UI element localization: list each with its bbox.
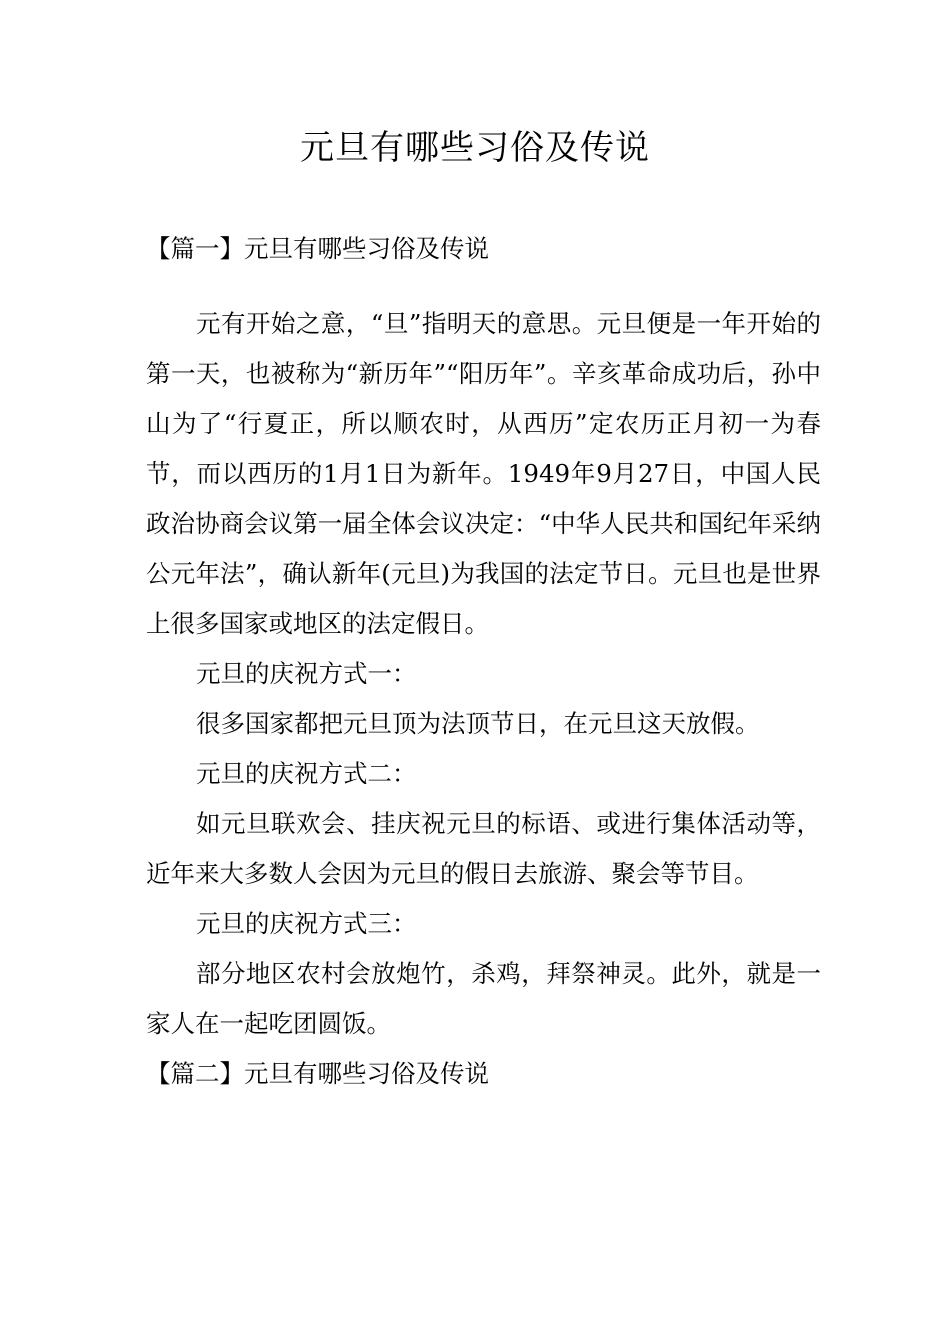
document-title: 元旦有哪些习俗及传说 xyxy=(300,128,650,168)
document-body xyxy=(146,224,821,1099)
celebration-way-2-heading: 元旦的庆祝方式二： xyxy=(196,759,417,788)
celebration-way-1-text: 很多国家都把元旦顶为法顶节日，在元旦这天放假。 xyxy=(196,709,760,738)
celebration-way-3-text: 部分地区农村会放炮竹，杀鸡，拜祭神灵。此外，就是一家人在一起吃团圆饭。 xyxy=(146,959,821,1038)
celebration-way-1-heading: 元旦的庆祝方式一： xyxy=(196,659,417,688)
paragraph-intro: 元有开始之意，“旦”指明天的意思。元旦便是一年开始的第一天，也被称为“新历年”“阳历年”。辛亥革命成功后，孙中山为了“行夏正，所以顺农时，从西历”定农历正月初一为春节，而以西历的1月1日为新年。1949年9月27日，中国人民政治协商会议第一届全体会议决定：“中华人民共和国纪年采纳公元年法”，确认新年(元旦)为我国的法定节日。元旦也是世界上很多国家或地区的法定假日。 xyxy=(146,309,821,638)
section-heading-2: 【篇二】元旦有哪些习俗及传说 xyxy=(146,1059,489,1088)
section-heading-1: 【篇一】元旦有哪些习俗及传说 xyxy=(146,234,489,263)
celebration-way-3-heading: 元旦的庆祝方式三： xyxy=(196,909,417,938)
celebration-way-2-text: 如元旦联欢会、挂庆祝元旦的标语、或进行集体活动等，近年来大多数人会因为元旦的假日去旅游、聚会等节目。 xyxy=(146,809,821,888)
